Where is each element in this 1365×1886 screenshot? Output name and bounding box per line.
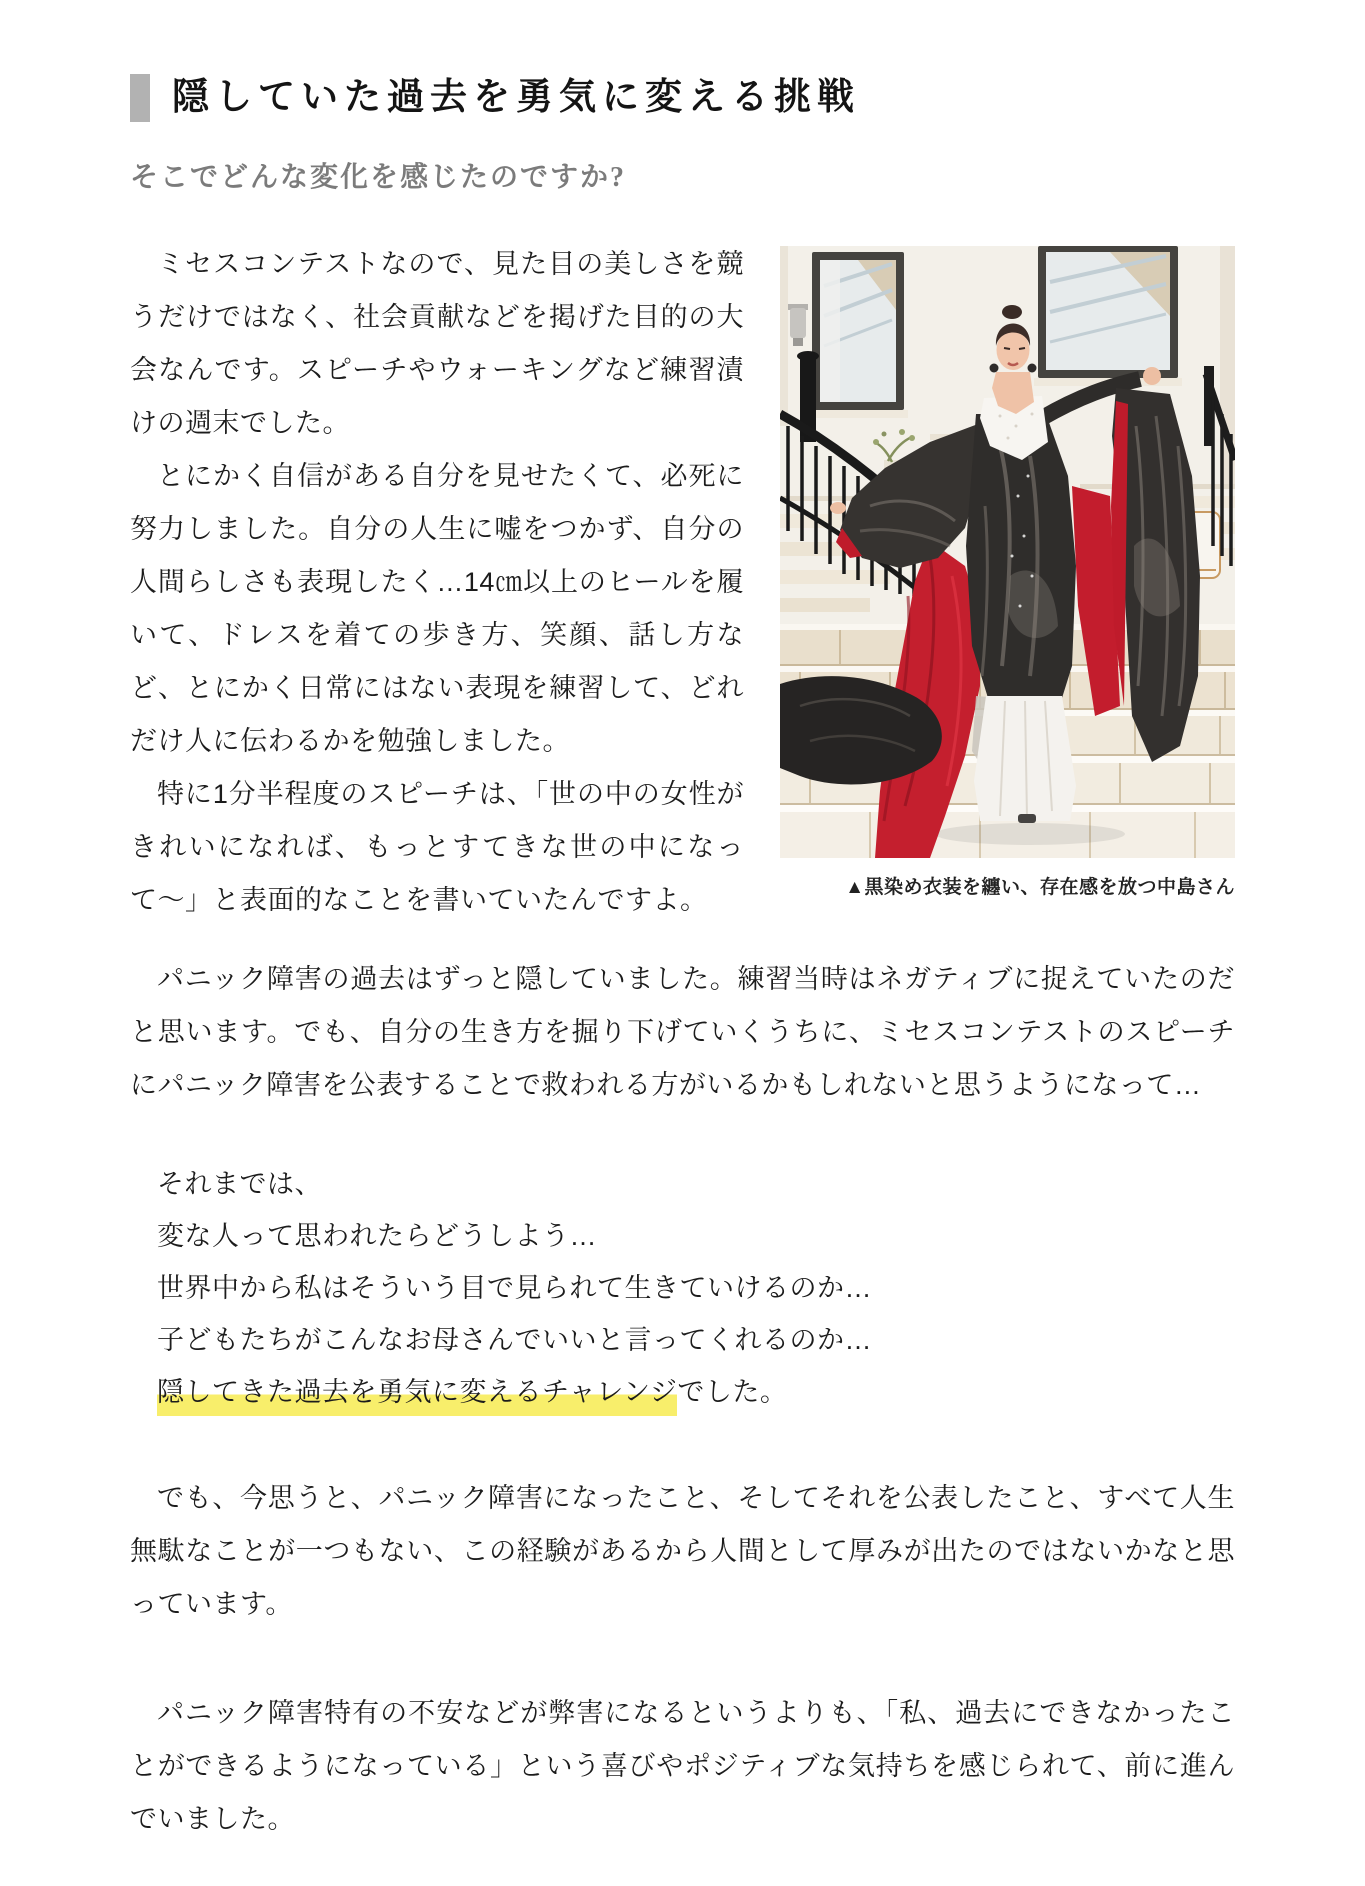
section-heading xyxy=(130,74,1235,122)
monologue-line: 変な人って思われたらどうしよう… xyxy=(157,1221,597,1252)
answer-paragraph: 特に1分半程度のスピーチは、「世の中の女性がきれいになれば、もっとすてきな世の中になって〜」と表面的なことを書いていたんですよ。 xyxy=(130,779,744,916)
paragraph-reflection: でも、今思うと、パニック障害になったこと、そしてそれを公表したこと、すべて人生無駄なことが一つもない、この経験があるから人間として厚みが出たのではないかなと思っています。 xyxy=(130,1483,1235,1620)
window-left xyxy=(808,252,908,418)
two-column-section xyxy=(130,238,1235,927)
heading-bar xyxy=(130,74,150,122)
photo-illustration xyxy=(780,246,1235,858)
highlighted-text: 隠してきた過去を勇気に変えるチャレンジ xyxy=(157,1377,677,1416)
window-right xyxy=(1034,246,1182,386)
paragraph-disclosure: パニック障害の過去はずっと隠していました。練習当時はネガティブに捉えていたのだと思います。でも、自分の生き方を掘り下げていくうちに、ミセスコンテストのスピーチにパニック障害を公表することで救われる方がいるかもしれないと思うようになって… xyxy=(130,964,1235,1101)
monologue-line-highlighted xyxy=(130,1366,1235,1418)
contest-photo xyxy=(780,246,1235,858)
interview-question: そこでどんな変化を感じたのですか? xyxy=(130,162,627,193)
answer-paragraph: とにかく自信がある自分を見せたくて、必死に努力しました。自分の人生に嘘をつかず、自分の人間らしさも表現したく…14㎝以上のヒールを履いて、ドレスを着ての歩き方、笑顔、話し方など、とにかく日常にはない表現を練習して、どれだけ人に伝わるかを勉強しました。 xyxy=(130,461,744,757)
paragraph-positive: パニック障害特有の不安などが弊害になるというよりも、「私、過去にできなかったことができるようになっている」という喜びやポジティブな気持ちを感じられて、前に進んでいました。 xyxy=(130,1698,1235,1835)
monologue-line: それまでは、 xyxy=(157,1169,322,1200)
monologue-line: 世界中から私はそういう目で見られて生きていけるのか… xyxy=(157,1273,872,1304)
monologue-block xyxy=(130,1158,1235,1418)
answer-column xyxy=(130,238,744,927)
photo-caption: ▲黒染め衣装を纏い、存在感を放つ中島さん xyxy=(845,877,1235,899)
section-heading-text: 隠していた過去を勇気に変える挑戦 xyxy=(172,76,860,118)
highlight-tail-text: でした。 xyxy=(677,1377,788,1408)
answer-paragraph: ミセスコンテストなので、見た目の美しさを競うだけではなく、社会貢献などを掲げた目的の大会なんです。スピーチやウォーキングなど練習漬けの週末でした。 xyxy=(130,249,744,439)
photo-column xyxy=(780,238,1235,927)
monologue-line: 子どもたちがこんなお母さんでいいと言ってくれるのか… xyxy=(157,1325,872,1356)
